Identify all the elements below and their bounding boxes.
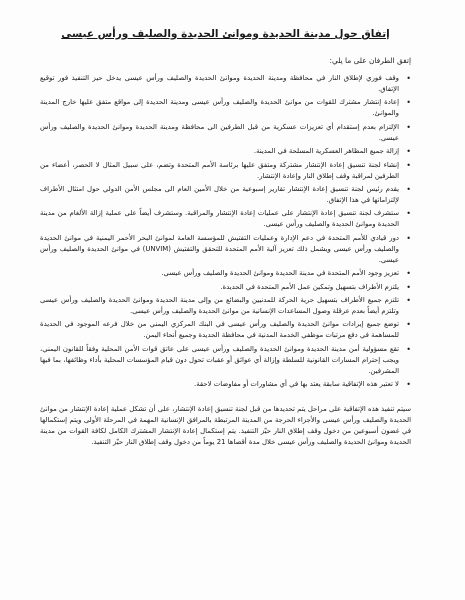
bullet-icon: • [406, 282, 411, 292]
bullet-icon: • [406, 233, 411, 243]
bullet-icon: • [406, 269, 411, 279]
agreement-items-list [40, 73, 411, 390]
bullet-icon: • [406, 320, 411, 330]
bullet-icon: • [406, 74, 411, 83]
list-item-text: إعادة إنتشار مشترك للقوات من موانئ الحديدة والصليف ورأس عيسى ومدينة الحديدة إلى مواقع متفق عليها خارج المدينة والموانئ. [40, 98, 399, 118]
list-item [40, 97, 411, 119]
list-item-text: يقدم رئيس لجنة تنسيق إعادة الإنتشار تقارير إسبوعية من خلال الأمين العام الى مجلس الأمن الدولي حول امتثال الأطراف لإلتزاماتها في هذا الإتفاق. [40, 184, 399, 204]
list-item-text: إزالة جميع المظاهر العسكرية المسلحة في المدينة. [253, 147, 399, 156]
list-item [40, 268, 411, 279]
list-item [40, 344, 411, 377]
list-item-text: الإلتزام بعدم إستقدام أي تعزيزات عسكرية من قبل الطرفين الى محافظة ومدينة الحديدة وموانئ الحديدة والصليف ورأس عيسى. [40, 122, 399, 142]
list-item-text: تعزيز وجود الأمم المتحدة في مدينة الحديدة وموانئ الحديدة والصليف ورأس عيسى. [161, 269, 399, 278]
list-item [40, 160, 411, 182]
bullet-icon: • [406, 380, 411, 390]
bullet-icon: • [406, 122, 411, 132]
list-item [40, 295, 411, 317]
list-item-text: يلتزم الأطراف بتسهيل وتمكين عمل الأمم المتحدة في الحديدة. [220, 282, 399, 291]
bullet-icon: • [406, 344, 411, 354]
bullet-icon: • [406, 184, 411, 194]
list-item-text: توضع جميع إيرادات موانئ الحديدة والصليف ورأس عيسى في البنك المركزي اليمني من خلال فرعه الموجود في الحديدة للمساهمة في دفع مرتبات موظفي الخدمة المدنية في محافظة الحديدة وجميع أنحاء اليمن. [40, 320, 399, 340]
list-item [40, 233, 411, 266]
bullet-icon: • [406, 98, 411, 108]
list-item-text: تلتزم جميع الأطراف بتسهيل حرية الحركة للمدنيين والبضائع من وإلى مدينة الحديدة وموانئ الحديدة والصليف ورأس عيسى وتلتزم أيضاً بعدم عرقلة وصول المساعدات الإنسانية من موانئ الحديدة والصليف ورأس عيسى. [40, 295, 399, 315]
list-item [40, 122, 411, 144]
bullet-icon: • [406, 295, 411, 305]
list-item [40, 146, 411, 157]
list-item [40, 282, 411, 293]
list-item [40, 184, 411, 206]
list-item-text: لا تعتبر هذه الإتفاقية سابقة يعتد بها في أي مشاورات أو مفاوضات لاحقة. [194, 380, 399, 389]
list-item [40, 379, 411, 390]
bullet-icon: • [406, 209, 411, 219]
list-item-text: وقف فوري لإطلاق النار في محافظة ومدينة الحديدة وموانئ الحديدة والصليف ورأس عيسى يدخل حيز التنفيذ فور توقيع الإتفاق. [40, 74, 399, 93]
list-item-text: دور قيادي للأمم المتحدة في دعم الإدارة وعمليات التفتيش للمؤسسة العامة لموانئ البحر الأحمر اليمنية في موانئ الحديدة والصليف ورأس عيسى ويشمل ذلك تعزيز آلية الأمم المتحدة للتحقق والتفتيش (UNVIM) في موانئ الحديدة والصليف ورأس عيسى. [40, 233, 399, 264]
list-item-text: إنشاء لجنة تنسيق إعادة الإنتشار مشتركة ومتفق عليها برئاسة الأمم المتحدة وتضم، على سبيل المثال لا الحصر، أعضاء من الطرفين لمراقبة وقف إطلاق النار وإعادة الإنتشار. [40, 160, 399, 180]
list-item-text: ستشرف لجنة تنسيق إعادة الإنتشار على عمليات إعادة الإنتشار والمراقبة. وستشرف أيضاً على عملية إزالة الألغام من مدينة الحديدة وموانئ الحديدة والصليف ورأس عيسى. [40, 209, 399, 229]
bullet-icon: • [406, 160, 411, 170]
document-intro: إتفق الطرفان على ما يلي: [329, 56, 411, 65]
document-title: إتفاق حول مدينة الحديدة وموانئ الحديدة والصليف ورأس عيسى [61, 28, 390, 40]
document-closing-paragraph: سيتم تنفيذ هذه الإتفاقية على مراحل يتم تحديدها من قبل لجنة تنسيق إعادة الإنتشار، على أن تشكل عملية إعادة الإنتشار من موانئ الحديدة والصليف ورأس عيسى والأجزاء الحرجة من المدينة المرتبطة بالمرافق الإنسانية المهمة في المرحلة الأولى ويتم إستكمالها في غضون أسبوعين من دخول وقف إطلاق النار حيّز التنفيذ. يتم إستكمال إعادة الإنتشار المشترك الكامل لكافة القوات من مدينة الحديدة وموانئ الحديدة والصليف ورأس عيسى خلال مدة أقصاها 21 يوماً من دخول وقف إطلاق النار حيّز التنفيذ. [40, 405, 411, 447]
list-item-text: تقع مسؤولية أمن مدينة الحديدة وموانئ الحديدة والصليف ورأس عيسى على عاتق قوات الأمن المحلية وفقاً للقانون اليمني، ويجب إحترام المسارات القانونية للسلطة وإزالة أي عوائق أو عقبات تحول دون قيام المؤسسات المحلية بأداء وظائفها، بما فيها المشرفين. [40, 344, 399, 375]
list-item [40, 208, 411, 230]
list-item [40, 73, 411, 95]
bullet-icon: • [406, 147, 411, 157]
list-item [40, 319, 411, 341]
